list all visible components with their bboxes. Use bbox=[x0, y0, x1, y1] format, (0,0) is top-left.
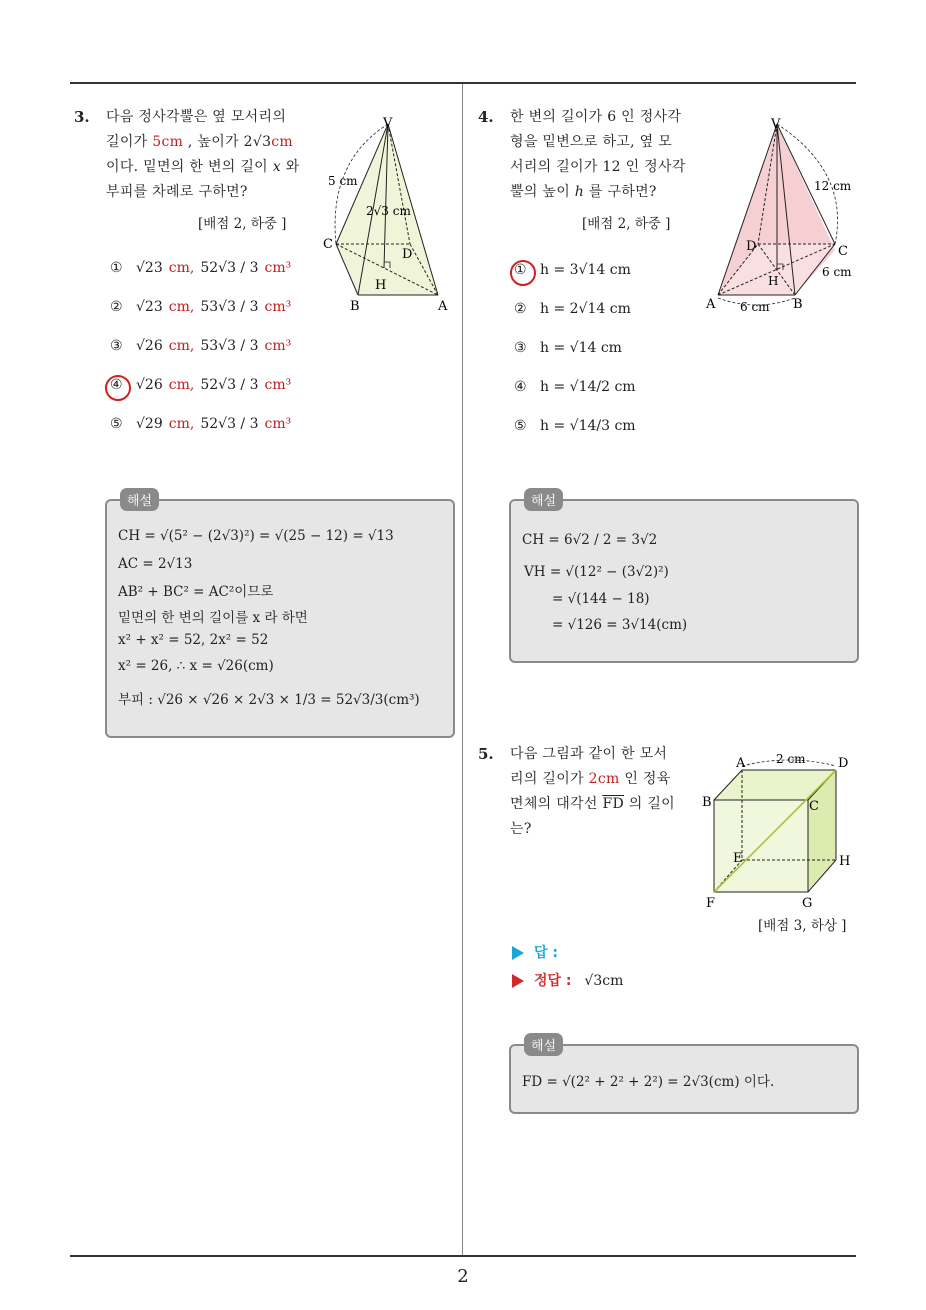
q3-text bbox=[106, 105, 316, 205]
q5-line-4: 는? bbox=[510, 821, 532, 837]
q4-solution-box bbox=[509, 499, 859, 663]
play-arrow-icon bbox=[512, 946, 524, 960]
q5-label-f: F bbox=[706, 896, 716, 911]
q4-line-3: 서리의 길이가 12 인 정사각 bbox=[510, 159, 686, 175]
q5-answer-label: 답 : bbox=[534, 945, 558, 961]
q4-label-d: D bbox=[746, 239, 757, 254]
q3-solution-line-2: AC = 2√13 bbox=[118, 556, 193, 572]
q3-label-v: V bbox=[383, 116, 393, 131]
q4-number: 4. bbox=[478, 108, 494, 126]
q3-option-1[interactable]: ① √23 cm, 52√3 / 3 cm³ bbox=[110, 260, 292, 276]
q3-option-4[interactable]: ④ √26 cm, 52√3 / 3 cm³ bbox=[110, 377, 292, 393]
q3-solution-line-6: x² = 26, ∴ x = √26(cm) bbox=[118, 658, 274, 674]
q4-label-b: B bbox=[793, 297, 803, 312]
q5-cube-figure bbox=[698, 748, 858, 913]
q4-option-5[interactable]: ⑤ h = √14/3 cm bbox=[514, 418, 636, 434]
q4-option-4[interactable]: ④ h = √14/2 cm bbox=[514, 379, 636, 395]
play-outline-icon bbox=[512, 974, 524, 988]
q4-solution-line-4: = √126 = 3√14(cm) bbox=[552, 617, 688, 633]
q3-label-b: B bbox=[350, 299, 360, 314]
q4-label-edge: 12 cm bbox=[814, 179, 852, 193]
q4-line-4: 뿔의 높이 h 를 구하면? bbox=[510, 184, 657, 200]
q3-solution-line-7: 부피 : √26 × √26 × 2√3 × 1/3 = 52√3/3(cm³) bbox=[118, 692, 420, 708]
q5-text bbox=[510, 742, 690, 842]
q4-label-c: C bbox=[838, 244, 848, 259]
q3-option-5[interactable]: ⑤ √29 cm, 52√3 / 3 cm³ bbox=[110, 416, 292, 432]
q4-text bbox=[510, 105, 700, 205]
q4-label-side2: 6 cm bbox=[822, 265, 852, 279]
q5-number: 5. bbox=[478, 745, 494, 763]
q3-number: 3. bbox=[74, 108, 90, 126]
q3-option-3[interactable]: ③ √26 cm, 53√3 / 3 cm³ bbox=[110, 338, 292, 354]
q5-label-a: A bbox=[736, 756, 746, 771]
q3-solution-line-5: x² + x² = 52, 2x² = 52 bbox=[118, 632, 269, 648]
q5-correct-row bbox=[512, 970, 623, 990]
q5-label-h: H bbox=[839, 854, 851, 869]
q4-label-side1: 6 cm bbox=[740, 300, 770, 314]
q5-label-c: C bbox=[809, 799, 819, 814]
q3-score: [배점 2, 하중 ] bbox=[198, 216, 287, 232]
q3-line-4: 부피를 차례로 구하면? bbox=[106, 184, 248, 200]
q3-line-3: 이다. 밑면의 한 변의 길이 x 와 bbox=[106, 159, 300, 175]
q3-label-edge: 5 cm bbox=[328, 174, 358, 188]
q3-label-height: 2√3 cm bbox=[366, 204, 411, 218]
q3-solution-line-3: AB² + BC² = AC²이므로 bbox=[118, 584, 274, 600]
q5-correct-value: √3cm bbox=[584, 973, 624, 989]
q3-option-2[interactable]: ② √23 cm, 53√3 / 3 cm³ bbox=[110, 299, 292, 315]
q5-line-3: 면체의 대각선 $\overline{FD}$ 의 길이 bbox=[510, 796, 675, 812]
q5-label-b: B bbox=[702, 795, 712, 810]
q3-solution-tag: 해설 bbox=[120, 488, 159, 511]
q3-solution-line-4: 밑면의 한 변의 길이를 x 라 하면 bbox=[118, 610, 308, 626]
q5-correct-label: 정답 : bbox=[534, 973, 572, 989]
q5-label-e: E bbox=[733, 851, 743, 866]
q5-answer-row bbox=[512, 942, 558, 962]
q3-label-d: D bbox=[402, 247, 413, 262]
q3-label-c: C bbox=[323, 237, 333, 252]
q4-option-1[interactable]: ① h = 3√14 cm bbox=[514, 262, 631, 278]
q4-option-2[interactable]: ② h = 2√14 cm bbox=[514, 301, 631, 317]
q5-solution-tag: 해설 bbox=[524, 1033, 563, 1056]
q3-label-a: A bbox=[438, 299, 448, 314]
q4-line-1: 한 변의 길이가 6 인 정사각 bbox=[510, 109, 682, 125]
q3-answer-circle bbox=[105, 375, 131, 401]
q3-line-2: 길이가 5cm , 높이가 2√3cm bbox=[106, 134, 293, 150]
q5-label-g: G bbox=[802, 896, 813, 911]
q5-label-d: D bbox=[838, 756, 849, 771]
q5-solution-line-1: FD = √(2² + 2² + 2²) = 2√3(cm) 이다. bbox=[522, 1074, 775, 1090]
q3-line-1: 다음 정사각뿔은 옆 모서리의 bbox=[106, 109, 287, 125]
q4-solution-line-2: VH = √(12² − (3√2)²) bbox=[524, 564, 669, 580]
q4-label-h: H bbox=[768, 274, 779, 288]
footer-rule bbox=[70, 1255, 856, 1257]
q4-solution-line-3: = √(144 − 18) bbox=[552, 591, 650, 607]
q4-option-3[interactable]: ③ h = √14 cm bbox=[514, 340, 622, 356]
column-divider bbox=[462, 84, 463, 1256]
q5-score: [배점 3, 하상 ] bbox=[758, 918, 847, 934]
q5-label-edge: 2 cm bbox=[776, 752, 806, 766]
q4-pyramid-figure bbox=[700, 112, 860, 317]
q4-solution-line-1: CH = 6√2 / 2 = 3√2 bbox=[522, 532, 658, 548]
q4-label-v: V bbox=[771, 117, 781, 132]
q3-solution-line-1: CH = √(5² − (2√3)²) = √(25 − 12) = √13 bbox=[118, 528, 394, 544]
header-rule bbox=[70, 82, 856, 84]
q4-solution-tag: 해설 bbox=[524, 488, 563, 511]
q4-score: [배점 2, 하중 ] bbox=[582, 216, 671, 232]
q3-label-h: H bbox=[375, 278, 387, 293]
q5-line-2: 리의 길이가 2cm 인 정육 bbox=[510, 771, 671, 787]
q3-pyramid-figure bbox=[318, 112, 458, 317]
q4-label-a: A bbox=[706, 297, 716, 312]
page-number: 2 bbox=[457, 1266, 469, 1287]
q4-line-2: 형을 밑변으로 하고, 옆 모 bbox=[510, 134, 672, 150]
q5-line-1: 다음 그림과 같이 한 모서 bbox=[510, 746, 668, 762]
